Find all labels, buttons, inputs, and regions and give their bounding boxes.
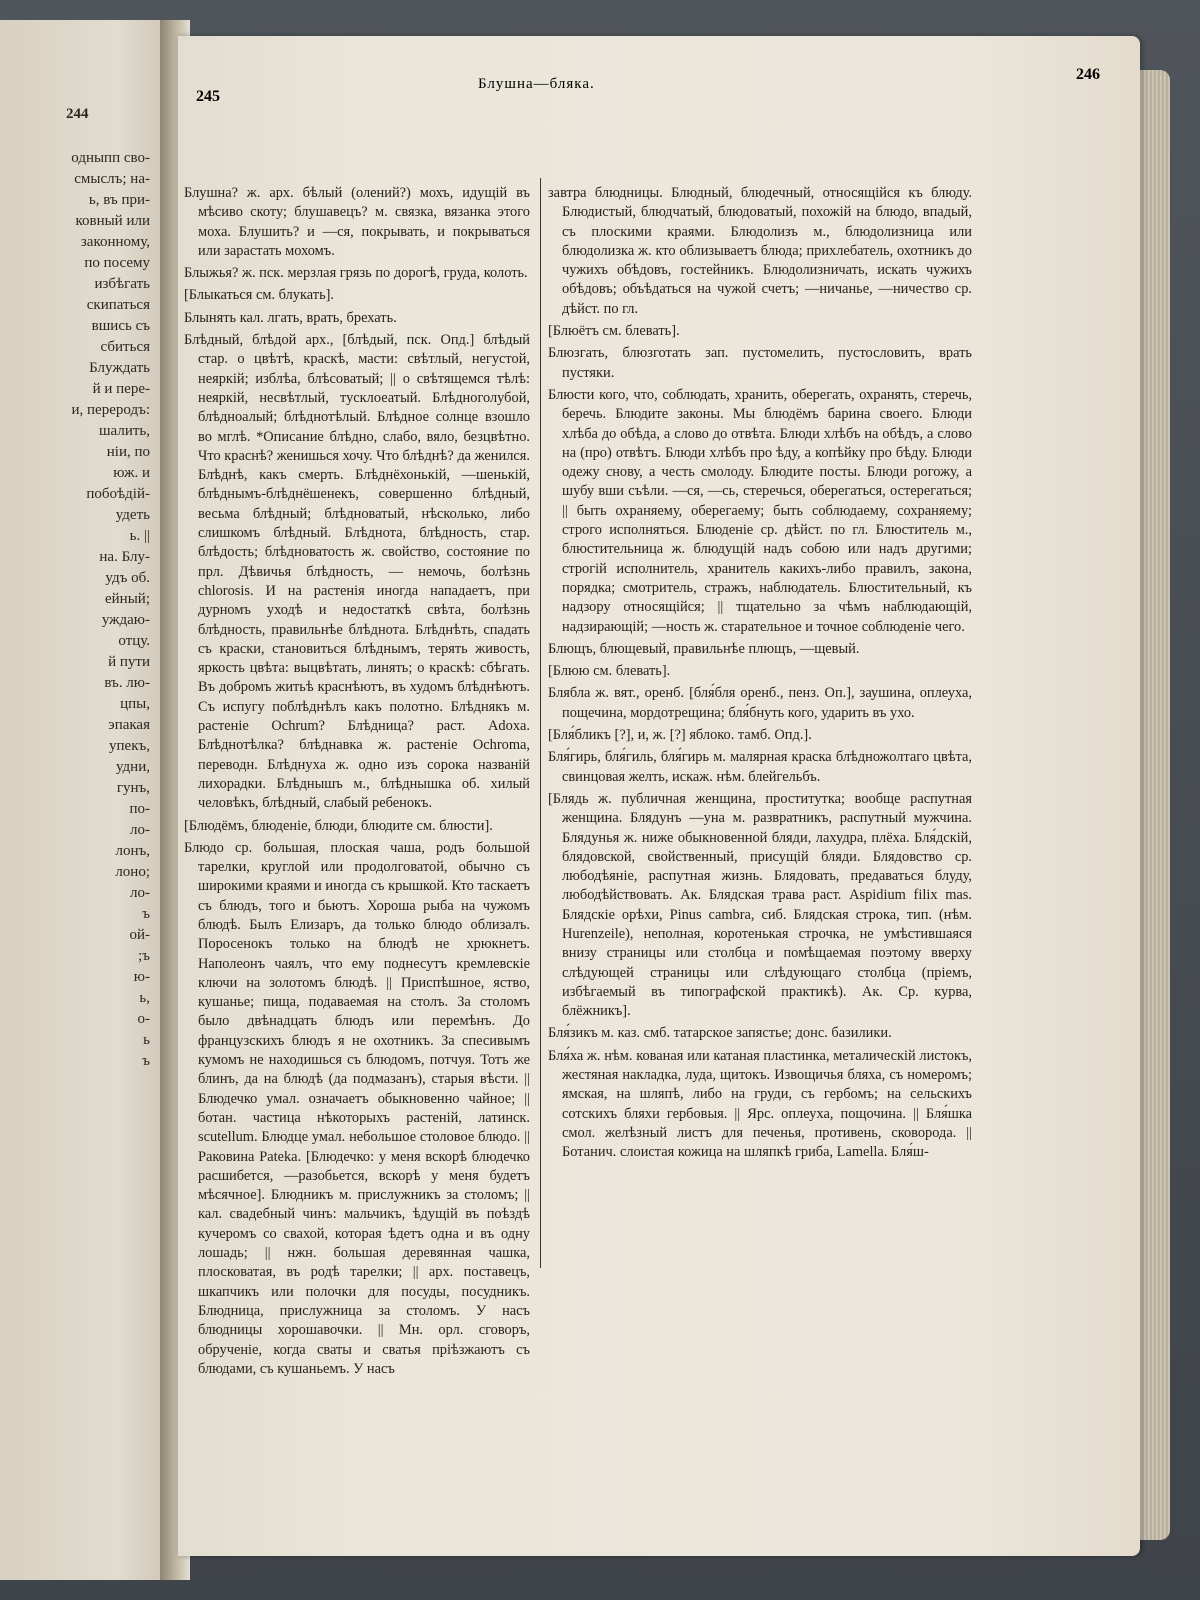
dictionary-entry: Блющъ, блющевый, правильнѣе плющъ, —щевый. [548,640,860,657]
left-page-number: 244 [66,106,89,122]
left-fragment: упекъ, [109,738,150,754]
left-fragment: й пути [108,654,150,670]
left-fragment: удъ об. [105,570,150,586]
left-fragment: ой- [129,927,150,943]
running-title: Блушна—бляка. [478,76,595,92]
left-fragment: одныпп сво- [71,150,150,166]
left-fragment: шалить, [99,423,150,439]
left-fragment: на. Блу- [99,549,150,565]
dictionary-entry: Блушна? ж. арх. бѣлый (олений?) мохъ, идущій въ мѣсиво скоту; блушавецъ? м. связка, вязанка этого моха. Блушить? и —ся, покрывать, и покрываться или зарастать мохомъ. [184,185,530,259]
dictionary-entry: [Блыкаться см. блукать]. [184,287,335,304]
left-fragment: отцу. [118,633,150,649]
page-number-245: 245 [196,88,220,105]
left-fragment: сбиться [100,339,150,355]
left-fragment: ь, [139,990,150,1006]
left-fragment: ь, въ при- [88,192,150,208]
dictionary-entry: [Блюётъ см. блевать]. [548,323,680,340]
left-fragment: законному, [80,234,150,250]
left-fragment: ло- [130,885,150,901]
page-edges [1135,70,1170,1540]
left-fragment: эпакая [108,717,150,733]
left-fragment: ейный; [105,591,150,607]
left-fragment: и, переродъ: [71,402,150,418]
right-page [178,36,1140,1556]
left-fragment: ъ [142,906,150,922]
left-fragment: ь. || [129,528,150,544]
dictionary-entry: [Бля́бликъ [?], и, ж. [?] яблоко. тамб. Опд.]. [548,727,812,744]
dictionary-entry: Блябла ж. вят., оренб. [бля́бля оренб., пенз. Оп.], заушина, оплеуха, пощечина, мордотрещина; бля́бнуть кого, ударить въ ухо. [548,685,972,721]
left-fragment: ковный или [75,213,150,229]
column-left [184,184,530,1382]
left-fragment: по- [129,801,150,817]
dictionary-entry: Бля́ха ж. нѣм. кованая или катаная пластинка, металическій листокъ, жестяная накладка, луда, щитокъ. Извощичья бляха, съ номеромъ; ямская, на шляпѣ, либо на груди, съ гербомъ; на сельскихъ сотскихъ бляхи гербовыя. || Ярс. оплеуха, пощочина. || Бля́шка смол. желѣзный листъ для печенья, противень, сковорода. || Ботанич. слоистая кожица на шляпкѣ гриба, Lamella. Бля́ш- [548,1047,972,1161]
dictionary-entry: завтра блюдницы. Блюдный, блюдечный, относящійся къ блюду. Блюдистый, блюдчатый, блюдоватый, похожій на блюдо, впадый, съ плоскими краями. Блюдолизъ м., блюдолизница или блюдолизка ж. кто облизываетъ блюда; прихлебатель, охотникъ до чужихъ обѣдовъ, гостейникъ. Блюдолизничать, искать чужихъ обѣдовъ; объѣдаться на чужой счетъ; —ничанье, —ничество ср. дѣйст. по гл. [548,185,972,317]
left-fragment: удеть [115,507,150,523]
page-number-246: 246 [1076,66,1100,83]
left-fragment: юж. и [113,465,150,481]
dictionary-entry: Блыжья? ж. пск. мерзлая грязь по дорогѣ, груда, колоть. [184,265,528,282]
left-fragment: ло- [130,822,150,838]
left-fragment: смыслъ; на- [74,171,150,187]
dictionary-entry: Блѣдный, блѣдой арх., [блѣдый, пск. Опд.] блѣдый стар. о цвѣтѣ, краскѣ, масти: свѣтлый, негустой, неяркій; изблѣа, блѣсоватый; || о свѣтящемся тѣлѣ: неяркій, несвѣтлый, тусклоеатый. Блѣдноголубой, блѣдноалый; блѣднотѣлый. Блѣдное солнце взошло во мглѣ. *Описание блѣдно, слабо, вяло, безцвѣтно. Что краснѣ? женишься хочу. Что блѣднѣ? да женился. Блѣднѣ, какъ смерть. Блѣднёхонькій, —шенькій, блѣднымъ-блѣднёшенекъ, совершенно блѣдный, весьма блѣдный; блѣдноватый, нѣсколько, либо слишкомъ блѣдный. Блѣднота, блѣдность, стар. блѣдость; блѣдноватость ж. свойство, состояние по прл. Дѣвичья блѣдность, — немочь, болѣзнь chlorosis. И на растенія иногда нападаетъ, при дурномъ уходѣ и недостаткѣ свѣта, болѣзнь блѣдность, правильнѣе блѣднота. Блѣднѣть, спадать съ краски, становиться блѣднымъ, терять живость, яркость цвѣта: выцвѣтать, линять; о краскѣ: сбѣгать. Въ добромъ житьѣ краснѣютъ, въ худомъ блѣднѣютъ. Съ испугу поблѣднѣлъ какъ полотно. Блѣднякъ м. растеніе Ochrum? Блѣдница? раст. Adoxa. Блѣднотѣлка? блѣднавка ж. растеніе Ochroma, переводн. Блѣднуха ж. одно изъ сорока названій лихорадки. Блѣднышъ м., блѣднышка об. хилый человѣкъ, блѣдный, слабый ребенокъ. [184,332,530,812]
left-fragment: вшись съ [91,318,150,334]
left-fragment: цпы, [120,696,150,712]
left-fragment: ь [143,1032,150,1048]
left-fragment: побоѣдій- [86,486,150,502]
left-fragment: гунъ, [116,780,150,796]
left-page-fragments [0,148,150,1072]
left-fragment: лонъ, [115,843,150,859]
dictionary-entry: Блюзгать, блюзготать зап. пустомелить, пустословить, врать пустяки. [548,345,972,381]
column-right [548,184,972,1166]
dictionary-entry: Блюдо ср. большая, плоская чаша, родъ большой тарелки, круглой или продолговатой, обычно съ широкими краями и иногда съ крышкой. Кто таскаетъ съ блюдъ, того и бьютъ. Хороша рыба на чужомъ блюдѣ. Былъ Елизаръ, да только блюдо облизалъ. Поросенокъ только на блюдѣ не хрюкнетъ. Наполеонъ чаялъ, что ему поднесутъ кремлевскіе ключи на золотомъ блюдѣ. || Приспѣшное, яство, кушанье; пища, подаваемая на столъ. За столомъ было двѣнадцать блюдъ или перемѣнъ. До французскихъ блюдъ я не охотникъ. За спесивымъ кумомъ не находишься съ блюдомъ, потчуя. Тотъ же блинъ, да на блюдѣ (да подмазанъ), старыя вѣсти. || Блюдечко умал. означаетъ обыкновенно чайное; || ботан. частица нѣкоторыхъ растеній, латинск. scutellum. Блюдце умал. небольшое столовое блюдо. || Раковина Pateka. [Блюдечко: у меня вскорѣ блюдечко расшибется, —разобьется, вскорѣ у меня будетъ мѣсячное]. Блюдникъ м. прислужникъ за столомъ; || кал. свадебный чинъ: мальчикъ, ѣдущій въ поѣздѣ кучеромъ со свахой, которая ѣдетъ одна и въ одну лошадь; || нжн. большая деревянная чашка, плосковатая, въ родѣ тарелки; || арх. поставецъ, шкапчикъ или полочки для посуды, посудникъ. Блюдница, прислужница за столомъ. У насъ блюдницы хорошавочки. || Мн. орл. сговоръ, обрученіе, когда сваты и сватья пріѣзжаютъ съ блюдами, съ кушаньемъ. У насъ [184,839,530,1377]
dictionary-entry: [Блядь ж. публичная женщина, проститутка; вообще распутная женщина. Блядунъ —уна м. развратникъ, распутный мужчина. Блядунья ж. ниже обыкновенной бляди, лахудра, плёха. Бля́дскій, блядовской, свойственный, присущій бляди. Блядовство ср. любодѣяніе, распутная жизнь. Блядовать, предаваться блуду, любодѣйствовать. Ак. Блядская трава раст. Aspidium filix mas. Блядскіе орѣхи, Pinus cambra, сиб. Блядская строка, тип. (нѣм. Hurenzeile), неполная, коротенькая строчка, не умѣстившаяся внизу страницы или столбца и помѣщаемая поэтому вверху слѣдующей страницы или слѣдующаго столбца (пріемъ, избѣгаемый въ типографской практикѣ). Ак. Ср. курва, блёжникъ]. [548,790,972,1020]
dictionary-entry: [Блюю см. блевать]. [548,663,671,680]
left-fragment: удни, [116,759,150,775]
left-fragment: лоно; [115,864,150,880]
dictionary-entry: Бля́зикъ м. каз. смб. татарское запястье; донс. базилики. [548,1025,892,1042]
left-fragment: ніи, по [106,444,150,460]
left-fragment: скипаться [86,297,150,313]
left-fragment: ъ [142,1053,150,1069]
left-fragment: й и пере- [92,381,150,397]
column-rule [540,178,541,1268]
dictionary-entry: Блюсти кого, что, соблюдать, хранить, оберегать, охранять, стеречь, беречь. Блюдите законы. Мы блюдёмъ барина своего. Блюди хлѣба до обѣда, а слово до отвѣта. Блюди хлѣбъ на обѣдъ, а слово на (про) отвѣтъ. Блюди хлѣбъ про ѣду, а копѣйку про бѣду. Блюди одежу снову, а честь смолоду. Блюдите посты. Блюди рогожу, а шубу вши съѣли. —ся, —сь, стеречься, оберегаться, остерегаться; || быть охраняему, оберегаему; быть соблюдаему, сохраняему; строго исполняться. Блюденіе ср. дѣйст. по гл. Блюститель м., блюстительница ж. блюдущій надъ собою или надъ другими; строгій исполнитель, хранитель какихъ-либо правилъ, закона, порядка; смотритель, стражъ, наблюдатель. Блюстительный, къ надзору относящійся; || тщательно за чѣмъ наблюдающій, надзирающій; —ность ж. старательное и точное соблюденіе чего. [548,386,972,635]
dictionary-entry: Бля́гирь, бля́гиль, бля́гирь м. малярная краска блѣдножолтаго цвѣта, свинцовая желть, искаж. нѣм. блейгельбъ. [548,749,972,785]
left-fragment: ю- [133,969,150,985]
left-fragment: Блуждать [89,360,150,376]
left-page [0,20,170,1580]
left-fragment: избѣгать [94,276,150,292]
left-fragment: о- [137,1011,150,1027]
left-fragment: ;ъ [138,948,150,964]
left-fragment: по посему [84,255,150,271]
left-fragment: уждаю- [101,612,150,628]
left-fragment: въ. лю- [104,675,150,691]
dictionary-entry: Блынять кал. лгать, врать, брехать. [184,309,397,326]
dictionary-entry: [Блюдёмъ, блюденіе, блюди, блюдите см. блюсти]. [184,817,493,834]
